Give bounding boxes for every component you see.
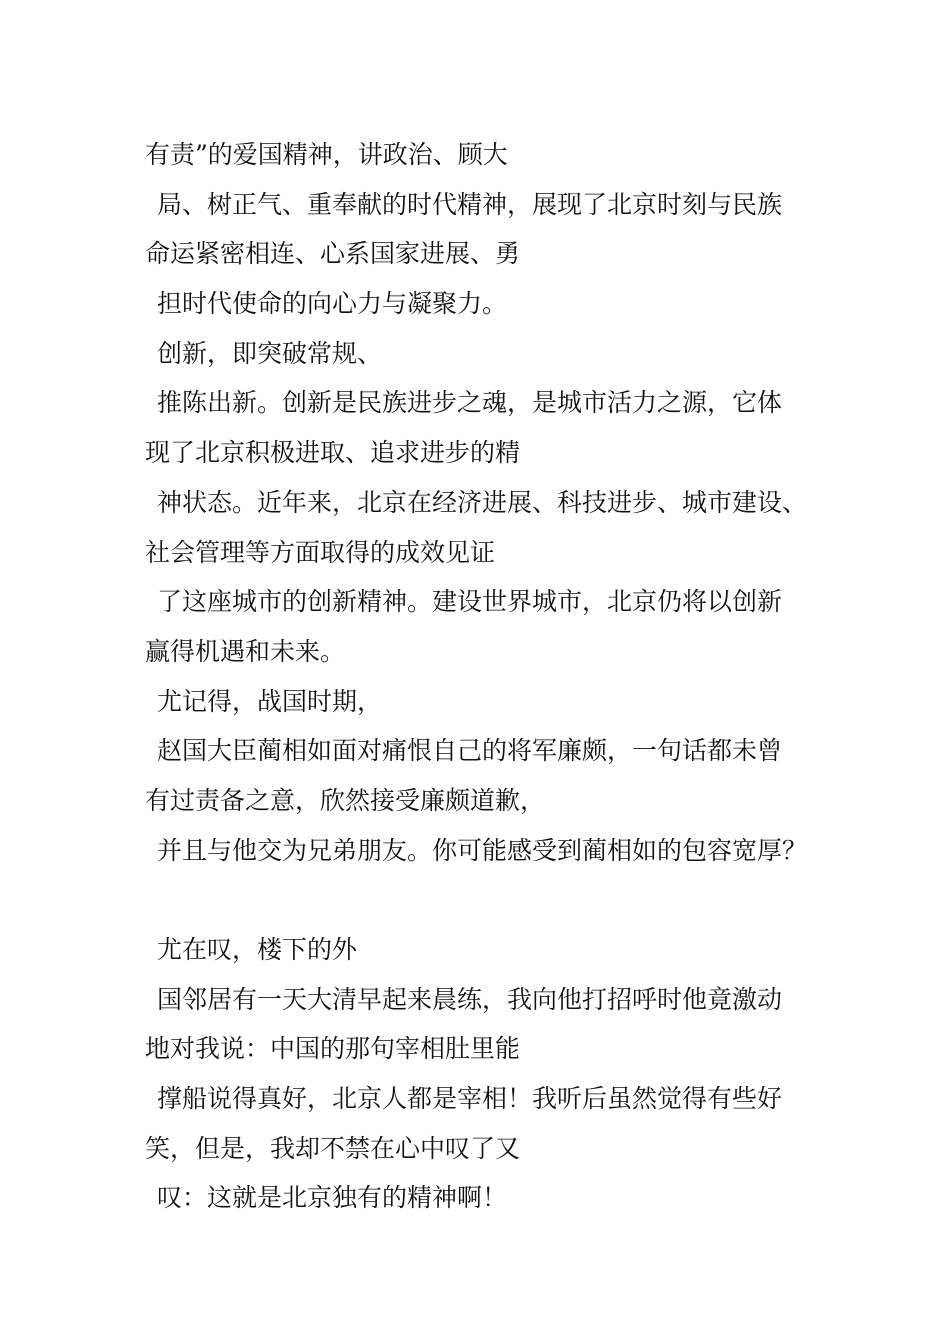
text-line: 笑，但是，我却不禁在心中叹了又 [145,1133,521,1163]
text-line: 叹：这就是北京独有的精神啊！ [157,1183,508,1213]
text-line: 地对我说：中国的那句宰相肚里能 [145,1034,521,1064]
text-line: 赢得机遇和未来。 [145,636,346,666]
text-line: 创新，即突破常规、 [157,338,383,368]
text-line: 尤记得，战国时期， [157,686,383,716]
text-line: 尤在叹，楼下的外 [157,935,358,964]
text-line: 社会管理等方面取得的成效见证 [145,537,496,567]
text-line: 有责”的爱国精神，讲政治、顾大 [145,140,508,169]
text-line: 推陈出新。创新是民族进步之魂，是城市活力之源，它体 [157,388,783,418]
body-text [145,130,845,1223]
text-line: 国邻居有一天大清早起来晨练，我向他打招呼时他竟激动 [157,984,783,1014]
text-line: 有过责备之意，欣然接受廉颇道歉， [145,785,546,815]
text-line: 撑船说得真好，北京人都是宰相！我听后虽然觉得有些好 [157,1084,783,1114]
text-line: 并且与他交为兄弟朋友。你可能感受到蔺相如的包容宽厚？ [157,835,808,865]
text-line: 局、树正气、重奉献的时代精神，展现了北京时刻与民族 [157,189,783,219]
text-line: 担时代使命的向心力与凝聚力。 [157,289,508,319]
blank-line [145,875,845,925]
text-line: 命运紧密相连、心系国家进展、勇 [145,239,521,269]
text-line: 了这座城市的创新精神。建设世界城市，北京仍将以创新 [157,587,783,617]
text-line: 现了北京积极进取、追求进步的精 [145,438,521,468]
text-line: 神状态。近年来，北京在经济进展、科技进步、城市建设、 [157,487,808,517]
text-line: 赵国大臣蔺相如面对痛恨自己的将军廉颇，一句话都未曾 [157,736,783,766]
